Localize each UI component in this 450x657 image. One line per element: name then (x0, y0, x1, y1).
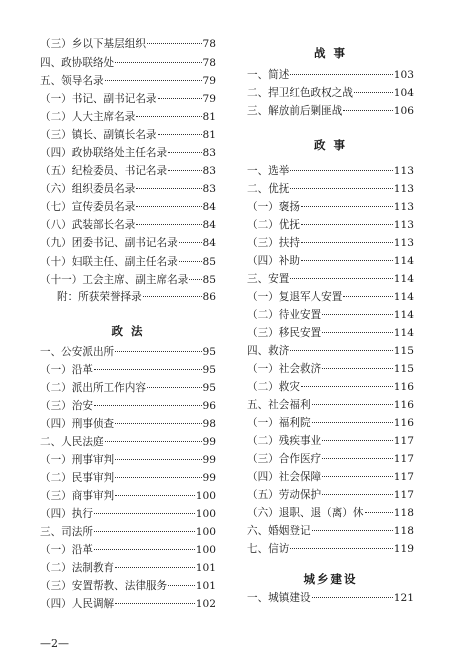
toc-entry-title: （三）镇长、副镇长名录 (40, 129, 157, 141)
toc-entry-title: （五）劳动保护 (247, 489, 322, 501)
toc-entry[interactable] (40, 274, 216, 287)
toc-entry-page: 116 (393, 399, 414, 411)
dot-leader (312, 530, 393, 531)
toc-entry[interactable] (40, 93, 216, 106)
toc-entry-page: 115 (393, 345, 414, 357)
dot-leader (301, 386, 393, 387)
toc-entry[interactable] (40, 400, 216, 413)
toc-entry-page: 85 (202, 274, 216, 286)
dot-leader (136, 116, 201, 117)
toc-entry-page: 113 (393, 219, 414, 231)
toc-entry-title: （十）妇联主任、副主任名录 (40, 256, 178, 268)
toc-entry-title: （一）书记、副书记名录 (40, 93, 157, 105)
toc-entry[interactable] (247, 327, 414, 340)
dot-leader (168, 170, 201, 171)
toc-entry-title: 二、优抚 (247, 183, 290, 195)
toc-entry-title: （六）组织委员名录 (40, 183, 136, 195)
toc-entry-title: （三）安置帮教、法律服务 (40, 580, 168, 592)
toc-entry[interactable] (247, 69, 414, 82)
toc-entry[interactable] (247, 417, 414, 430)
dot-leader (94, 513, 195, 514)
toc-entry[interactable] (40, 436, 216, 449)
toc-entry[interactable] (40, 75, 216, 88)
toc-entry-title: 四、救济 (247, 345, 290, 357)
toc-entry-page: 96 (202, 400, 216, 412)
toc-entry-page: 114 (393, 273, 414, 285)
dot-leader (322, 440, 393, 441)
toc-entry-title: （二）派出所工作内容 (40, 382, 146, 394)
toc-entry-title: （八）武装部长名录 (40, 219, 136, 231)
dot-leader (94, 531, 195, 532)
toc-entry-title: （三）合作医疗 (247, 453, 322, 465)
dot-leader (115, 477, 201, 478)
dot-leader (312, 422, 393, 423)
toc-entry-title: 一、选举 (247, 165, 290, 177)
toc-entry[interactable] (247, 255, 414, 268)
toc-entry[interactable] (40, 57, 216, 70)
dot-leader (105, 441, 202, 442)
dot-leader (343, 296, 392, 297)
dot-leader (168, 152, 201, 153)
toc-entry[interactable] (247, 183, 414, 196)
dot-leader (290, 278, 392, 279)
toc-entry-page: 95 (202, 346, 216, 358)
toc-entry-page: 100 (195, 544, 216, 556)
toc-entry[interactable] (247, 543, 414, 556)
toc-entry-title: （二）人大主席名录 (40, 111, 136, 123)
dot-leader (147, 387, 202, 388)
toc-entry-page: 84 (202, 237, 216, 249)
dot-leader (322, 494, 393, 495)
toc-entry[interactable] (40, 183, 216, 196)
toc-entry-page: 113 (393, 201, 414, 213)
toc-entry-page: 114 (393, 255, 414, 267)
toc-entry-page: 85 (202, 256, 216, 268)
dot-leader (136, 224, 201, 225)
toc-entry-title: 一、简述 (247, 69, 290, 81)
dot-leader (94, 369, 202, 370)
toc-entry-page: 113 (393, 237, 414, 249)
toc-entry-page: 84 (202, 219, 216, 231)
toc-entry[interactable] (40, 598, 216, 611)
toc-entry[interactable] (247, 201, 414, 214)
toc-entry[interactable] (40, 111, 216, 124)
dot-leader (322, 458, 393, 459)
toc-entry[interactable] (40, 364, 216, 377)
dot-leader (365, 512, 393, 513)
dot-leader (290, 350, 392, 351)
toc-entry-title: （一）刑事审判 (40, 454, 115, 466)
toc-entry[interactable] (40, 580, 216, 593)
toc-entry-page: 101 (195, 580, 216, 592)
toc-entry-page: 113 (393, 183, 414, 195)
dot-leader (115, 495, 195, 496)
dot-leader (158, 134, 202, 135)
dot-leader (143, 296, 202, 297)
toc-entry-page: 99 (202, 472, 216, 484)
toc-entry-title: （四）人民调解 (40, 598, 115, 610)
toc-entry-title: 五、社会福利 (247, 399, 311, 411)
dot-leader (105, 80, 202, 81)
toc-entry-title: 一、公安派出所 (40, 346, 115, 358)
toc-entry[interactable] (40, 147, 216, 160)
dot-leader (158, 98, 202, 99)
toc-entry-page: 117 (393, 489, 414, 501)
toc-entry-page: 99 (202, 436, 216, 448)
dot-leader (147, 43, 202, 44)
toc-entry[interactable] (40, 256, 216, 269)
toc-entry-title: （九）团委书记、副书记名录 (40, 237, 178, 249)
dot-leader (179, 242, 202, 243)
toc-entry[interactable] (40, 562, 216, 575)
toc-entry-title: （一）沿革 (40, 544, 93, 556)
toc-entry[interactable] (40, 346, 216, 359)
toc-entry-page: 84 (202, 201, 216, 213)
toc-entry-page: 106 (393, 105, 414, 117)
toc-entry-page: 117 (393, 453, 414, 465)
toc-entry-page: 78 (202, 38, 216, 50)
dot-leader (312, 597, 393, 598)
toc-entry[interactable] (40, 201, 216, 214)
toc-entry-title: 一、城镇建设 (247, 592, 311, 604)
toc-entry-title: （二）民事审判 (40, 472, 115, 484)
toc-entry-title: 三、安置 (247, 273, 290, 285)
dot-leader (115, 62, 201, 63)
dot-leader (312, 404, 393, 405)
toc-entry-title: 三、解放前后剿匪战 (247, 105, 343, 117)
dot-leader (322, 314, 393, 315)
section-heading: 战 事 (313, 46, 347, 60)
toc-entry-page: 116 (393, 417, 414, 429)
toc-entry-title: （二）法制教育 (40, 562, 115, 574)
toc-entry-title: （十一）工会主席、副主席名录 (40, 274, 189, 286)
toc-entry-page: 95 (202, 382, 216, 394)
dot-leader (322, 368, 393, 369)
toc-entry-title: （二）救灾 (247, 381, 300, 393)
toc-entry[interactable] (40, 508, 216, 521)
dot-leader (343, 110, 392, 111)
toc-entry-title: 四、政协联络处 (40, 57, 115, 69)
dot-leader (136, 188, 201, 189)
toc-entry-title: 五、领导名录 (40, 75, 104, 87)
toc-entry-title: （三）乡以下基层组织 (40, 38, 146, 50)
dot-leader (168, 585, 195, 586)
toc-entry-page: 115 (393, 363, 414, 375)
toc-entry[interactable] (40, 526, 216, 539)
toc-entry[interactable] (40, 544, 216, 557)
dot-leader (322, 332, 393, 333)
toc-entry-page: 81 (202, 129, 216, 141)
toc-entry[interactable] (247, 291, 414, 304)
toc-entry-page: 83 (202, 165, 216, 177)
dot-leader (354, 92, 393, 93)
dot-leader (189, 279, 201, 280)
dot-leader (94, 405, 202, 406)
toc-entry-page: 114 (393, 291, 414, 303)
toc-entry-title: 三、司法所 (40, 526, 93, 538)
dot-leader (290, 170, 392, 171)
toc-entry[interactable] (247, 105, 414, 118)
toc-entry-page: 117 (393, 471, 414, 483)
toc-entry-title: 二、捍卫红色政权之战 (247, 87, 353, 99)
toc-entry[interactable] (40, 237, 216, 250)
dot-leader (115, 603, 195, 604)
toc-entry[interactable] (247, 489, 414, 502)
toc-entry-page: 98 (202, 418, 216, 430)
toc-entry[interactable] (247, 219, 414, 232)
toc-entry-title: （一）褒扬 (247, 201, 300, 213)
toc-entry-page: 101 (195, 562, 216, 574)
toc-entry-title: （三）移民安置 (247, 327, 322, 339)
toc-entry[interactable] (247, 363, 414, 376)
dot-leader (115, 567, 195, 568)
toc-entry-title: （四）政协联络处主任名录 (40, 147, 168, 159)
toc-entry[interactable] (40, 219, 216, 232)
toc-entry[interactable] (247, 471, 414, 484)
toc-entry[interactable] (247, 592, 414, 605)
toc-entry[interactable] (40, 129, 216, 142)
page-number: —2— (40, 637, 69, 650)
toc-entry-title: （一）复退军人安置 (247, 291, 343, 303)
dot-leader (301, 224, 393, 225)
dot-leader (290, 188, 392, 189)
section-heading: 政 事 (313, 138, 347, 152)
toc-entry-page: 79 (202, 75, 216, 87)
toc-entry[interactable] (40, 454, 216, 467)
dot-leader (301, 206, 393, 207)
toc-entry-title: （二）优抚 (247, 219, 300, 231)
toc-entry-page: 86 (202, 291, 216, 303)
toc-entry-page: 116 (393, 381, 414, 393)
dot-leader (290, 548, 392, 549)
dot-leader (115, 459, 201, 460)
toc-entry-title: （一）福利院 (247, 417, 311, 429)
toc-entry[interactable] (247, 435, 414, 448)
dot-leader (290, 74, 392, 75)
toc-entry-title: （三）治安 (40, 400, 93, 412)
toc-entry[interactable] (247, 507, 414, 520)
toc-entry-title: （三）扶持 (247, 237, 300, 249)
toc-entry-title: 七、信访 (247, 543, 290, 555)
toc-entry-page: 83 (202, 183, 216, 195)
toc-entry-page: 114 (393, 327, 414, 339)
toc-entry-title: （二）残疾事业 (247, 435, 322, 447)
toc-entry-page: 81 (202, 111, 216, 123)
toc-entry-page: 100 (195, 508, 216, 520)
section-heading: 城乡建设 (303, 572, 358, 586)
toc-entry-page: 78 (202, 57, 216, 69)
toc-entry-title: 二、人民法庭 (40, 436, 104, 448)
toc-entry[interactable] (247, 237, 414, 250)
toc-entry[interactable] (247, 87, 414, 100)
toc-entry[interactable] (247, 453, 414, 466)
toc-entry-title: （四）社会保障 (247, 471, 322, 483)
toc-entry[interactable] (40, 382, 216, 395)
toc-entry-page: 118 (393, 525, 414, 537)
dot-leader (179, 261, 202, 262)
toc-entry[interactable] (247, 309, 414, 322)
toc-entry-title: 附：所获荣誉择录 (57, 291, 142, 303)
toc-entry-title: （七）宣传委员名录 (40, 201, 136, 213)
toc-entry-title: （二）待业安置 (247, 309, 322, 321)
toc-entry-title: 六、婚姻登记 (247, 525, 311, 537)
toc-entry-page: 100 (195, 490, 216, 502)
toc-entry[interactable] (247, 345, 414, 358)
section-heading: 政 法 (111, 324, 145, 338)
toc-entry-page: 114 (393, 309, 414, 321)
toc-entry-page: 83 (202, 147, 216, 159)
toc-entry-page: 118 (393, 507, 414, 519)
toc-entry[interactable] (247, 525, 414, 538)
toc-entry-title: （五）纪检委员、书记名录 (40, 165, 168, 177)
dot-leader (94, 549, 195, 550)
toc-entry-title: （四）执行 (40, 508, 93, 520)
dot-leader (301, 242, 393, 243)
toc-entry[interactable] (40, 472, 216, 485)
toc-entry-page: 104 (393, 87, 414, 99)
toc-entry-title: （四）补助 (247, 255, 300, 267)
toc-entry-title: （一）社会救济 (247, 363, 322, 375)
toc-entry-title: （一）沿革 (40, 364, 93, 376)
toc-entry-title: （三）商事审判 (40, 490, 115, 502)
toc-entry[interactable] (247, 165, 414, 178)
dot-leader (115, 423, 201, 424)
toc-entry[interactable] (40, 165, 216, 178)
toc-entry[interactable] (40, 418, 216, 431)
toc-entry[interactable] (40, 490, 216, 503)
toc-entry[interactable] (247, 381, 414, 394)
toc-entry-page: 95 (202, 364, 216, 376)
toc-entry-page: 102 (195, 598, 216, 610)
toc-entry-page: 117 (393, 435, 414, 447)
toc-entry-page: 119 (393, 543, 414, 555)
toc-entry-page: 100 (195, 526, 216, 538)
toc-entry[interactable] (40, 291, 216, 304)
toc-entry-page: 99 (202, 454, 216, 466)
toc-entry-page: 121 (393, 592, 414, 604)
dot-leader (115, 351, 201, 352)
toc-entry[interactable] (247, 399, 414, 412)
toc-entry[interactable] (40, 38, 216, 51)
dot-leader (301, 260, 393, 261)
dot-leader (136, 206, 201, 207)
toc-entry-title: （四）刑事侦查 (40, 418, 115, 430)
toc-entry-page: 103 (393, 69, 414, 81)
dot-leader (322, 476, 393, 477)
toc-entry-title: （六）退职、退（离）休 (247, 507, 364, 519)
toc-entry[interactable] (247, 273, 414, 286)
toc-entry-page: 79 (202, 93, 216, 105)
toc-entry-page: 113 (393, 165, 414, 177)
